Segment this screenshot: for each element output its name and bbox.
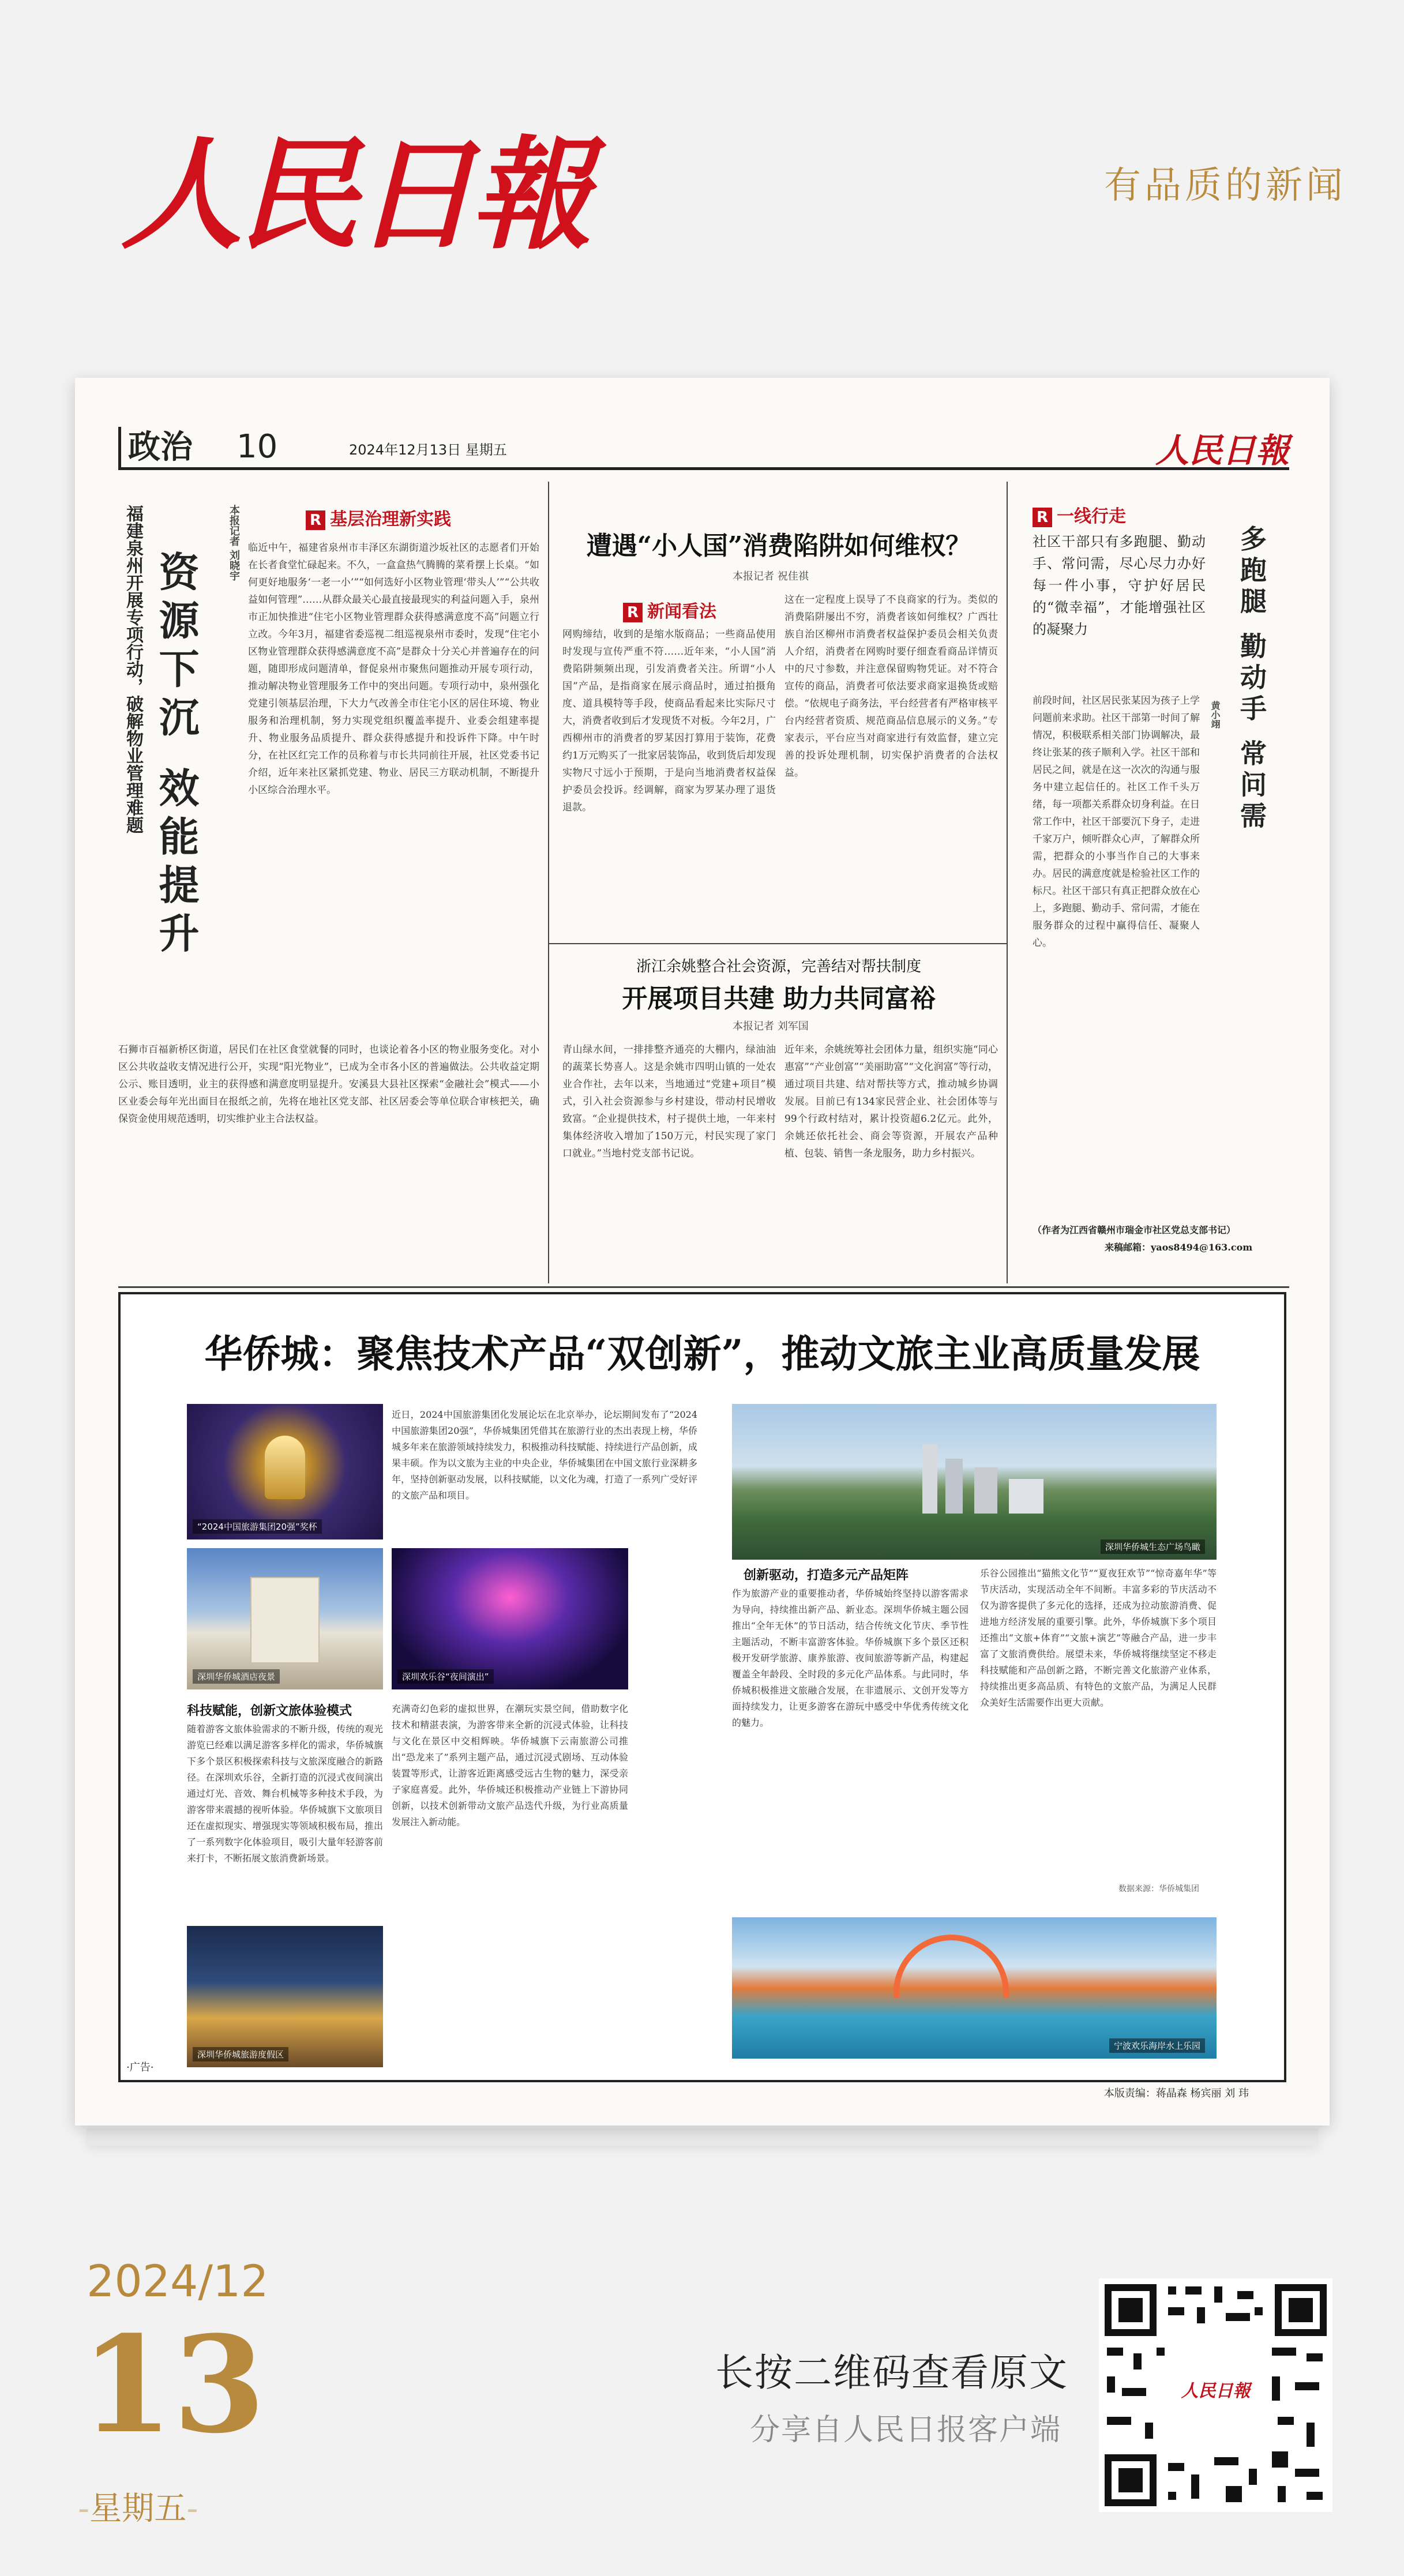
aerial-photo: 深圳华侨城生态广场鸟瞰 bbox=[732, 1404, 1217, 1560]
ad-body: 乐谷公园推出“猫熊文化节”“夏夜狂欢节”“惊奇嘉年华”等节庆活动，实现活动全年不间断。丰富多彩的节庆活动不仅为游客提供了多元化的选择，还成为拉动旅游消费、促进地方经济发展的重要引擎。此外，华侨城旗下多个项目还推出“文旅+体育”“文旅+演艺”等融合产品，进一步丰富了文旅消费供给。展望未来，华侨城将继续坚定不移走科技赋能和产品创新之路，不断完善文化旅游产业体系，持续推出更多高品质、有特色的文旅产品，为满足人民群众美好生活需要作出更大贡献。 bbox=[980, 1568, 1217, 1708]
ad-source: 数据来源：华侨城集团 bbox=[1118, 1884, 1199, 1894]
kicker-news-view: R 新闻看法 bbox=[623, 597, 716, 622]
ad-body: 随着游客文旅体验需求的不断升级，传统的观光游览已经难以满足游客多样化的需求，华侨城旗下多个景区积极探索科技与文旅深度融合的新路径。在深圳欢乐谷，全新打造的沉浸式夜间演出通过灯光、音效、舞台机械等多种技术手段，为游客带来震撼的视听体验。华侨城旗下文旅项目还在虚拟现实、增强现实等领域积极布局，推出了一系列数字化体验项目，吸引大量年轻游客前来打卡，不断拓展文旅消费新场景。 bbox=[187, 1723, 383, 1864]
qr-center-logo: 人民日報 bbox=[1181, 2381, 1251, 2401]
app-header bbox=[0, 0, 1404, 346]
byline: 本报记者 刘晓宇 bbox=[228, 505, 240, 581]
byline: 本报记者 刘军国 bbox=[733, 1020, 809, 1032]
article-body-continued: 这在一定程度上误导了不良商家的行为。类似的消费陷阱屡出不穷，消费者该如何维权？广西壮族自治区柳州市消费者权益保护委员会相关负责人介绍，消费者在网购时要仔细查看商品详情页中的尺寸参数，并注意保留购物凭证。对不符合宣传的商品，消费者可依法要求商家退换货或赔偿。“依规电子商务法，平台经营者有严格审核平台内经营者资质、规范商品信息展示的义务。”专家表示，平台应当对商家进行有效监督，建立完善的投诉处理机制，切实保护消费者的合法权益。 bbox=[784, 594, 998, 779]
article-body-continued: 近年来，余姚统筹社会团体力量，组织实施“同心惠富”“产业创富”“美丽助富”“文化润富”等行动，通过项目共建、结对帮扶等方式，推动城乡协调发展。目前已有134家民营企业、社会团体等与99个行政村结对，累计投资超6.2亿元。此外，余姚还依托社会、商会等资源，开展农产品种植、包装、销售一条龙服务，助力乡村振兴。 bbox=[784, 1044, 998, 1159]
article-body: 网购缔结，收到的是缩水版商品；一些商品使用时发现与宣传严重不符……近年来，“小人国”消费陷阱频频出现，引发消费者关注。所谓“小人国”产品，是指商家在展示商品时，通过拍摄角度、道具模特等手段，使商品看起来比实际尺寸大，消费者收到后才发现货不对板。今年2月，广西柳州市的消费者的罗某因打算用于装饰，花费约1万元购买了一批家居装饰品，收到货后却发现实物尺寸远小于预期，于是向当地消费者权益保护委员会投诉。经调解，商家为罗某办理了退货退款。 bbox=[562, 629, 776, 813]
page-stack-shadow bbox=[87, 2128, 1318, 2146]
resort-photo: 深圳华侨城旅游度假区 bbox=[187, 1926, 383, 2067]
column-divider bbox=[1007, 482, 1008, 1283]
brand-logo: 人民日報 bbox=[121, 123, 588, 266]
newspaper-page[interactable] bbox=[75, 378, 1330, 2126]
rmrb-badge-icon: R bbox=[1033, 508, 1052, 527]
share-source: 分享自人民日报客户端 bbox=[750, 2413, 1062, 2447]
byline: 本报记者 祝佳祺 bbox=[733, 570, 809, 583]
ad-subhead: 科技赋能，创新文旅体验模式 bbox=[187, 1704, 352, 1718]
article-headline: 多跑腿 勤动手 常问需 bbox=[1236, 525, 1267, 833]
article-body-continued: 石狮市百福新桥区街道，居民们在社区食堂就餐的同时，也谈论着各小区的物业服务变化。对小区公共收益收支情况进行公开，实现“阳光物业”，已成为全市各小区的普遍做法。公共收益定期公示、账目透明，业主的获得感和满意度明显提升。安溪县大县社区探索“金融社会”模式——小区业委会每年光出面目在报纸之前，先将在地社区党支部、社区居委会等单位联合审核把关，确保资金使用规范透明，切实维护业主合法权益。 bbox=[118, 1044, 539, 1125]
rmrb-badge-icon: R bbox=[306, 510, 325, 530]
contact-email: 来稿邮箱：yaos8494@163.com bbox=[1105, 1242, 1253, 1253]
page-number: 10 bbox=[236, 428, 278, 465]
date-year-month: 2024/12 bbox=[87, 2255, 269, 2307]
section-name: 政治 bbox=[118, 427, 193, 467]
article-body: 前段时间，社区居民张某因为孩子上学问题前来求助。社区干部第一时间了解情况，积极联系相关部门协调解决，最终让张某的孩子顺利入学。社区干部和居民之间，就是在这一次次的沟通与服务中建立起信任的。社区工作千头万绪，每一项都关系群众切身利益。在日常工作中，社区干部要沉下身子，走进千家万户，倾听群众心声，了解群众所需，把群众的小事当作自己的大事来办。居民的满意度就是检验社区工作的标尺。社区干部只有真正把群众放在心上，多跑腿、勤动手、常问需，才能在服务群众的过程中赢得信任、凝聚人心。 bbox=[1033, 695, 1200, 949]
ad-headline: 华侨城：聚焦技术产品“双创新”，推动文旅主业高质量发展 bbox=[204, 1331, 1200, 1376]
column-divider bbox=[548, 482, 549, 1283]
show-photo: 深圳欢乐谷“夜间演出” bbox=[392, 1548, 628, 1689]
share-footer bbox=[0, 2169, 1404, 2576]
article-headline: 开展项目共建 助力共同富裕 bbox=[622, 984, 936, 1013]
date-day: 13 bbox=[81, 2307, 266, 2463]
trophy-photo: “2024中国旅游集团20强”奖杯 bbox=[187, 1404, 383, 1539]
article-lead: 社区干部只有多跑腿、勤动手、常问需，尽心尽力办好每一件小事，守护好居民的“微幸福”，才能增强社区的凝聚力 bbox=[1033, 534, 1206, 637]
paper-masthead: 人民日報 bbox=[1155, 431, 1289, 470]
page-header bbox=[118, 427, 1289, 470]
article-body: 青山绿水间，一排排整齐通亮的大棚内，绿油油的蔬菜长势喜人。这是余姚市四明山镇的一处农业合作社，去年以来，当地通过“党建+项目”模式，引入社会资源参与乡村建设，带动村民增收致富。“企业提供技术，村子提供土地，一年来村集体经济收入增加了150万元，村民实现了家门口就业。”当地村党支部书记说。 bbox=[562, 1044, 776, 1159]
hotel-photo: 深圳华侨城酒店夜景 bbox=[187, 1548, 383, 1689]
author-note: （作者为江西省赣州市瑞金市社区党总支部书记） bbox=[1033, 1225, 1236, 1236]
ad-body: 作为旅游产业的重要推动者，华侨城始终坚持以游客需求为导向，持续推出新产品、新业态。深圳华侨城主题公园推出“全年无休”的节日活动，结合传统文化节庆、季节性主题活动，不断丰富游客体验。华侨城旗下多个景区还积极开发研学旅游、康养旅游、夜间旅游等新产品，构建起覆盖全年龄段、全时段的多元化产品体系。与此同时，华侨城积极推进文旅融合发展，在非遗展示、文创开发等方面持续发力，让更多游客在游玩中感受中华优秀传统文化的魅力。 bbox=[732, 1588, 968, 1728]
page-date: 2024年12月13日 星期五 bbox=[349, 442, 507, 458]
advertisement[interactable] bbox=[118, 1292, 1286, 2082]
page-editors: 本版责编：蒋晶森 杨宾丽 刘 玮 bbox=[1103, 2087, 1249, 2100]
ad-subhead: 创新驱动，打造多元产品矩阵 bbox=[744, 1568, 909, 1583]
article-body: 临近中午，福建省泉州市丰泽区东湖街道沙坂社区的志愿者们开始在长者食堂忙碌起来。不久，一盒盒热气腾腾的菜肴摆上长桌。“如何更好地服务‘一老一小’”“如何选好小区物业管理‘带头人’”“公共收益如何管理”……从群众最关心最直接最现实的利益问题入手，泉州市正加快推进“住宅小区物业管理群众获得感满意度不高”问题立行立改。今年3月，福建省委巡视二组巡视泉州市委时，发现“住宅小区物业管理群众获得感满意度不高”是群众十分关心并普遍存在的问题，随即形成问题清单，督促泉州市聚焦问题推动开展专项行动，推动解决物业管理服务工作中的突出问题。专项行动中，泉州强化党建引领基层治理，下大力气改善全市住宅小区的居住环境、物业服务和治理机制，努力实现党组织覆盖率提升、业委会组建率提升、物业服务品质提升、群众获得感提升和投诉件下降。中午时分，在社区红完工作的员称着与市长共同前往开展，社区党委书记介绍，近年来社区紧抓党建、物业、居民三方联动机制，不断提升小区综合治理水平。 bbox=[248, 542, 539, 796]
kicker-frontline: R 一线行走 bbox=[1033, 502, 1126, 527]
article-headline: 遭遇“小人国”消费陷阱如何维权？ bbox=[586, 531, 971, 561]
ad-body: 充满奇幻色彩的虚拟世界，在潮玩实景空间，借助数字化技术和精湛表演，为游客带来全新的沉浸式体验，让科技与文化在景区中交相辉映。华侨城旗下云南旅游公司推出“恐龙来了”系列主题产品，通过沉浸式剧场、互动体验装置等形式，让游客近距离感受远古生物的魅力，深受亲子家庭喜爱。此外，华侨城还积极推动产业链上下游协同创新，以技术创新带动文旅产品迭代升级，为行业高质量发展注入新动能。 bbox=[392, 1703, 628, 1827]
row-divider bbox=[548, 943, 1007, 944]
trophy-icon bbox=[265, 1436, 305, 1499]
rmrb-badge-icon: R bbox=[623, 603, 643, 622]
kicker-grassroots: R 基层治理新实践 bbox=[306, 505, 451, 530]
ad-label: ·广告· bbox=[126, 2061, 154, 2074]
byline: 黄小翊 bbox=[1210, 701, 1221, 729]
brand-slogan: 有品质的新闻 bbox=[1104, 164, 1346, 207]
section-divider bbox=[118, 1286, 1289, 1288]
qr-call-to-action: 长按二维码查看原文 bbox=[715, 2350, 1068, 2395]
waterpark-photo: 宁波欢乐海岸水上乐园 bbox=[732, 1917, 1217, 2059]
qr-code[interactable] bbox=[1099, 2278, 1332, 2512]
article-subtitle: 浙江余姚整合社会资源，完善结对帮扶制度 bbox=[636, 958, 921, 975]
article-headline: 资源下沉 效能提升 bbox=[152, 551, 200, 961]
ad-intro: 近日，2024中国旅游集团化发展论坛在北京举办，论坛期间发布了“2024中国旅游集团20强”，华侨城集团凭借其在旅游行业的杰出表现上榜，华侨城多年来在旅游领域持续发力，积极推动科技赋能、持续进行产品创新，成果丰硕。作为以文旅为主业的中央企业，华侨城集团在中国文旅行业深耕多年，坚持创新驱动发展，以科技赋能，以文化为魂，打造了一系列广受好评的文旅产品和项目。 bbox=[392, 1409, 697, 1501]
side-title: 福建泉州开展专项行动，破解物业管理难题 bbox=[123, 505, 143, 833]
date-weekday: -星期五- bbox=[78, 2490, 198, 2528]
